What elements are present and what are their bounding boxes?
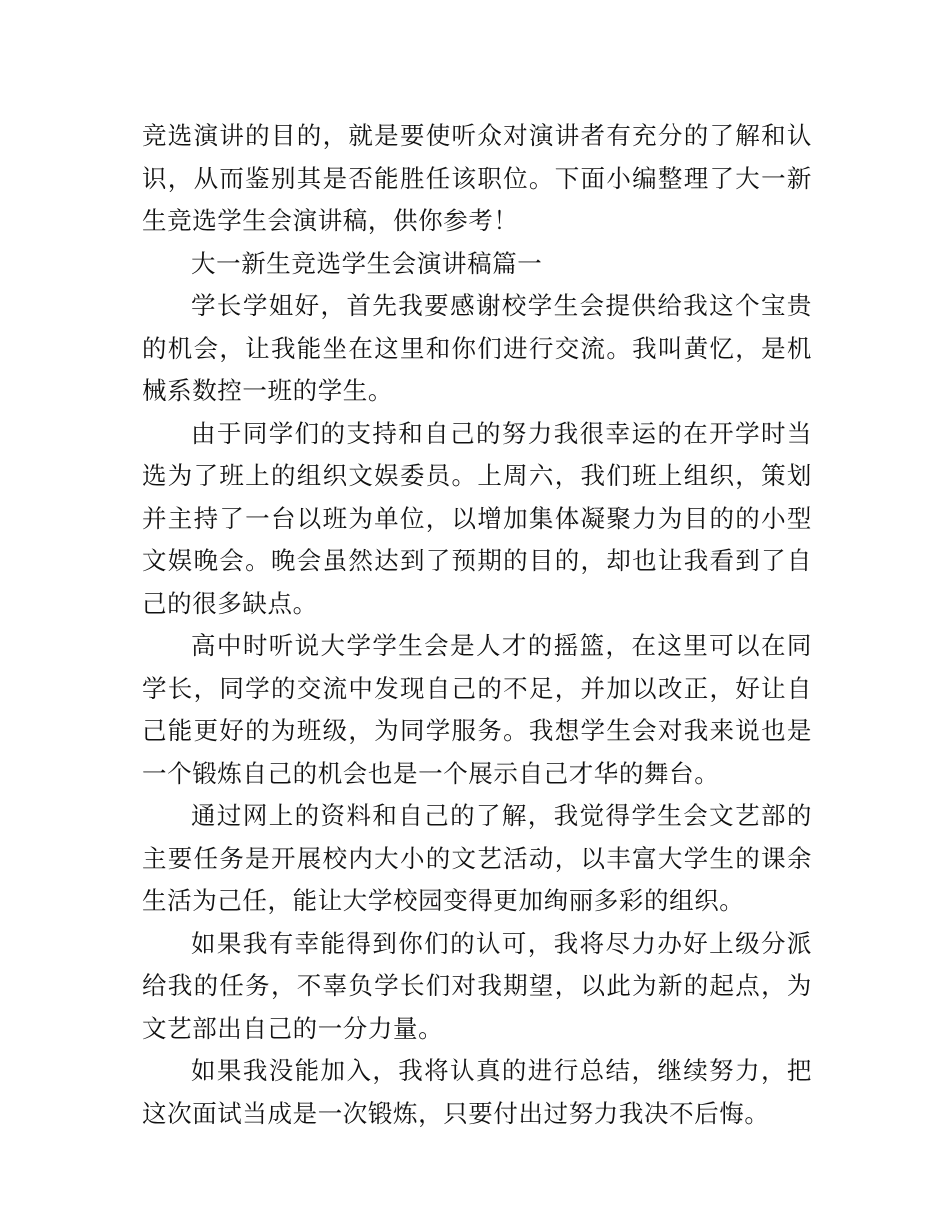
- section-heading: 大一新生竞选学生会演讲稿篇一: [191, 248, 543, 278]
- body-paragraph: 学长学姐好，首先我要感谢校学生会提供给我这个宝贵的机会，让我能坐在这里和你们进行交流。我叫黄忆，是机械系数控一班的学生。: [142, 291, 812, 405]
- document-page: [142, 115, 812, 1135]
- intro-paragraph: 竞选演讲的目的，就是要使听众对演讲者有充分的了解和认识，从而鉴别其是否能胜任该职位。下面小编整理了大一新生竞选学生会演讲稿，供你参考！: [142, 121, 812, 235]
- body-paragraph: 高中时听说大学学生会是人才的摇篮，在这里可以在同学长，同学的交流中发现自己的不足，并加以改正，好让自己能更好的为班级，为同学服务。我想学生会对我来说也是一个锻炼自己的机会也是一个展示自己才华的舞台。: [142, 631, 812, 788]
- body-paragraph: 如果我没能加入，我将认真的进行总结，继续努力，把这次面试当成是一次锻炼，只要付出过努力我决不后悔。: [142, 1056, 812, 1128]
- body-paragraph: 由于同学们的支持和自己的努力我很幸运的在开学时当选为了班上的组织文娱委员。上周六，我们班上组织，策划并主持了一台以班为单位，以增加集体凝聚力为目的的小型文娱晚会。晚会虽然达到了预期的目的，却也让我看到了自己的很多缺点。: [142, 418, 812, 618]
- body-paragraph: 通过网上的资料和自己的了解，我觉得学生会文艺部的主要任务是开展校内大小的文艺活动，以丰富大学生的课余生活为己任，能让大学校园变得更加绚丽多彩的组织。: [142, 801, 812, 915]
- body-paragraph: 如果我有幸能得到你们的认可，我将尽力办好上级分派给我的任务，不辜负学长们对我期望，以此为新的起点，为文艺部出自己的一分力量。: [142, 928, 812, 1043]
